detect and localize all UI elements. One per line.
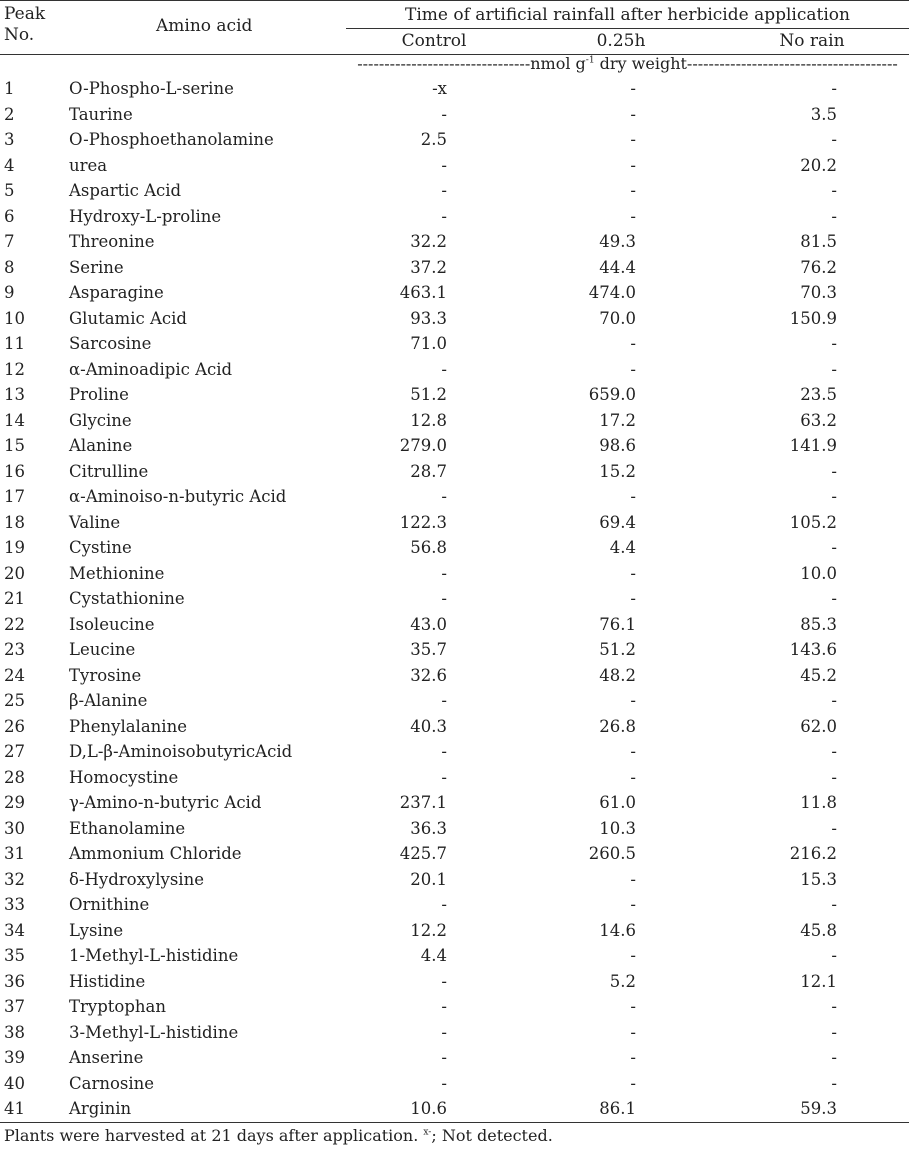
table-row [0, 76, 909, 102]
amino-acid-name: Tyrosine [69, 665, 142, 685]
amino-acid-name: Histidine [69, 971, 146, 991]
h025-value: - [630, 997, 636, 1016]
h025-value: - [630, 742, 636, 761]
amino-acid-name: Glutamic Acid [69, 308, 187, 328]
peak-number: 15 [4, 436, 25, 455]
table-row [0, 357, 909, 383]
control-value: - [441, 1048, 447, 1067]
h025-value: - [630, 130, 636, 149]
amino-acid-name: Glycine [69, 410, 132, 430]
table-row [0, 943, 909, 969]
control-value: 122.3 [399, 512, 447, 532]
amino-acid-name: Valine [69, 512, 121, 532]
control-column-header: Control [401, 31, 467, 51]
h025-value: - [630, 359, 636, 379]
table-row [0, 714, 909, 740]
control-value: - [441, 563, 447, 583]
footnote [4, 1126, 553, 1145]
table-row [0, 612, 909, 638]
table-header [0, 0, 909, 55]
table-row [0, 306, 909, 332]
table-row [0, 969, 909, 995]
norain-value: - [831, 538, 837, 557]
table-row [0, 739, 909, 765]
table-row [0, 688, 909, 714]
peak-number: 6 [4, 206, 15, 226]
control-value: - [441, 691, 447, 710]
peak-number: 1 [4, 79, 15, 98]
amino-acid-name: α-Aminoadipic Acid [69, 359, 233, 379]
table-body [0, 76, 909, 1122]
control-value: - [441, 895, 447, 914]
peak-number: 20 [4, 563, 25, 583]
h025-value: 659.0 [588, 385, 636, 404]
peak-number: 30 [4, 818, 25, 838]
peak-header-line1: Peak [4, 4, 46, 24]
peak-number: 3 [4, 130, 15, 149]
control-value: 43.0 [410, 614, 447, 634]
control-value: - [441, 1022, 447, 1042]
peak-number: 23 [4, 640, 25, 659]
h025-value: - [630, 206, 636, 226]
peak-number: 19 [4, 538, 25, 557]
control-value: - [441, 155, 447, 175]
table-row [0, 765, 909, 791]
peak-number: 31 [4, 844, 25, 863]
control-value: 12.2 [410, 920, 447, 940]
control-value: 20.1 [410, 869, 447, 889]
amino-acid-name: Threonine [69, 232, 155, 251]
h025-value: 51.2 [599, 640, 636, 659]
table-row [0, 637, 909, 663]
footnote-tail: ; Not detected. [431, 1126, 553, 1145]
control-value: - [441, 997, 447, 1016]
norain-value: 59.3 [800, 1099, 837, 1118]
peak-number: 10 [4, 308, 25, 328]
h025-value: 69.4 [599, 512, 636, 532]
control-value: - [441, 589, 447, 608]
amino-acid-name: Carnosine [69, 1073, 155, 1093]
amino-acid-name: Sarcosine [69, 334, 152, 353]
norain-value: 12.1 [800, 971, 837, 991]
norain-value: - [831, 1022, 837, 1042]
h025-value: - [630, 895, 636, 914]
table-row [0, 153, 909, 179]
peak-number: 29 [4, 793, 25, 812]
control-value: 36.3 [410, 818, 447, 838]
norain-value: - [831, 461, 837, 481]
amino-acid-name: β-Alanine [69, 691, 148, 710]
amino-acid-name: Ethanolamine [69, 818, 186, 838]
amino-acid-name: δ-Hydroxylysine [69, 869, 204, 889]
peak-number: 24 [4, 665, 25, 685]
norain-value: - [831, 359, 837, 379]
peak-number: 37 [4, 997, 25, 1016]
table-row [0, 127, 909, 153]
table-row [0, 331, 909, 357]
unit-row [346, 54, 909, 76]
norain-value: 62.0 [800, 716, 837, 736]
h025-value: - [630, 869, 636, 889]
amino-acid-name: Ornithine [69, 895, 150, 914]
control-value: 32.6 [410, 665, 447, 685]
norain-value: - [831, 181, 837, 200]
table-row [0, 918, 909, 944]
norain-column-header: No rain [779, 31, 845, 51]
h025-value: - [630, 589, 636, 608]
control-value: - [441, 767, 447, 787]
table-row [0, 178, 909, 204]
table-row [0, 663, 909, 689]
norain-value: 143.6 [789, 640, 837, 659]
norain-value: 11.8 [800, 793, 837, 812]
amino-acid-name: O-Phosphoethanolamine [69, 130, 274, 149]
peak-number: 38 [4, 1022, 25, 1042]
norain-value: 45.8 [800, 920, 837, 940]
unit-left: --------------------------------nmol g [357, 54, 586, 73]
control-value: 93.3 [410, 308, 447, 328]
h025-value: 26.8 [599, 716, 636, 736]
control-value: - [441, 104, 447, 124]
peak-number: 35 [4, 946, 25, 965]
norain-value: - [831, 691, 837, 710]
h025-value: 260.5 [588, 844, 636, 863]
norain-value: 23.5 [800, 385, 837, 404]
h025-column-header: 0.25h [596, 31, 646, 51]
table-row [0, 867, 909, 893]
table-row [0, 484, 909, 510]
h025-value: 49.3 [599, 232, 636, 251]
h025-value: 474.0 [588, 283, 636, 302]
control-value: - [441, 206, 447, 226]
peak-number: 27 [4, 742, 25, 761]
peak-number: 5 [4, 181, 15, 200]
h025-value: - [630, 691, 636, 710]
control-value: - [441, 359, 447, 379]
h025-value: - [630, 104, 636, 124]
amino-acid-name: Lysine [69, 920, 124, 940]
h025-value: - [630, 946, 636, 965]
amino-acid-name: Serine [69, 257, 124, 277]
table-bottom-rule [0, 1122, 909, 1123]
amino-acid-name: Methionine [69, 563, 165, 583]
table-row [0, 382, 909, 408]
table-row [0, 459, 909, 485]
norain-value: 63.2 [800, 410, 837, 430]
peak-number: 16 [4, 461, 25, 481]
amino-acid-name: 1-Methyl-L-histidine [69, 946, 239, 965]
peak-number: 9 [4, 283, 15, 302]
peak-number: 17 [4, 487, 25, 506]
peak-no-header [4, 4, 45, 46]
table-row [0, 510, 909, 536]
norain-value: - [831, 334, 837, 353]
norain-value: 141.9 [789, 436, 837, 455]
peak-number: 2 [4, 104, 15, 124]
norain-value: - [831, 79, 837, 98]
h025-value: 70.0 [599, 308, 636, 328]
norain-value: 85.3 [800, 614, 837, 634]
table-row [0, 561, 909, 587]
control-value: 37.2 [410, 257, 447, 277]
amino-acid-name: γ-Amino-n-butyric Acid [69, 793, 262, 812]
table-row [0, 994, 909, 1020]
norain-value: - [831, 895, 837, 914]
table-row [0, 1045, 909, 1071]
peak-number: 36 [4, 971, 25, 991]
table-row [0, 816, 909, 842]
norain-value: - [831, 742, 837, 761]
amino-acid-name: Hydroxy-L-proline [69, 206, 222, 226]
control-value: 237.1 [399, 793, 447, 812]
norain-value: 105.2 [789, 512, 837, 532]
h025-value: - [630, 563, 636, 583]
table-row [0, 255, 909, 281]
amino-acid-name: Alanine [69, 436, 133, 455]
norain-value: 45.2 [800, 665, 837, 685]
control-value: 28.7 [410, 461, 447, 481]
norain-value: - [831, 589, 837, 608]
amino-acid-name: Phenylalanine [69, 716, 187, 736]
norain-value: - [831, 767, 837, 787]
h025-value: - [630, 155, 636, 175]
peak-number: 11 [4, 334, 25, 353]
table-row [0, 102, 909, 128]
amino-acid-name: Homocystine [69, 767, 179, 787]
table-row [0, 841, 909, 867]
amino-acid-name: Anserine [69, 1048, 144, 1067]
amino-acid-name: D,L-β-AminoisobutyricAcid [69, 742, 293, 761]
h025-value: - [630, 79, 636, 98]
control-value: 35.7 [410, 640, 447, 659]
peak-number: 41 [4, 1099, 25, 1118]
table-row [0, 1096, 909, 1122]
norain-value: - [831, 487, 837, 506]
norain-value: - [831, 997, 837, 1016]
peak-number: 32 [4, 869, 25, 889]
control-value: -x [432, 79, 447, 98]
amino-acid-name: Cystathionine [69, 589, 185, 608]
peak-number: 13 [4, 385, 25, 404]
rainfall-group-header: Time of artificial rainfall after herbicide application [405, 5, 850, 25]
norain-value: - [831, 946, 837, 965]
h025-value: - [630, 1073, 636, 1093]
peak-number: 39 [4, 1048, 25, 1067]
h025-value: - [630, 181, 636, 200]
h025-value: 48.2 [599, 665, 636, 685]
norain-value: - [831, 206, 837, 226]
h025-value: 10.3 [599, 818, 636, 838]
amino-acid-name: Leucine [69, 640, 136, 659]
h025-value: 76.1 [599, 614, 636, 634]
peak-header-line2: No. [4, 25, 35, 45]
control-value: 463.1 [399, 283, 447, 302]
control-value: 425.7 [399, 844, 447, 863]
control-value: 10.6 [410, 1099, 447, 1118]
control-value: 2.5 [420, 130, 447, 149]
h025-value: 5.2 [609, 971, 636, 991]
amino-acid-name: Taurine [69, 104, 133, 124]
amino-acid-name: 3-Methyl-L-histidine [69, 1022, 239, 1042]
peak-number: 22 [4, 614, 25, 634]
peak-number: 18 [4, 512, 25, 532]
group-header-rule [346, 28, 909, 29]
h025-value: 17.2 [599, 410, 636, 430]
table-row [0, 586, 909, 612]
footnote-text: Plants were harvested at 21 days after application. [4, 1126, 424, 1145]
peak-number: 14 [4, 410, 25, 430]
amino-acid-name: Arginin [69, 1099, 132, 1118]
table-row [0, 204, 909, 230]
amino-acid-name: Cystine [69, 538, 132, 557]
h025-value: 15.2 [599, 461, 636, 481]
table-row [0, 1071, 909, 1097]
norain-value: 70.3 [800, 283, 837, 302]
footnote-superscript: x- [423, 1127, 432, 1138]
table-row [0, 790, 909, 816]
amino-acid-name: Isoleucine [69, 614, 155, 634]
peak-number: 12 [4, 359, 25, 379]
table-row [0, 433, 909, 459]
peak-number: 34 [4, 920, 25, 940]
h025-value: - [630, 487, 636, 506]
h025-value: - [630, 1022, 636, 1042]
norain-value: - [831, 1073, 837, 1093]
amino-acid-name: Tryptophan [69, 997, 166, 1016]
h025-value: 61.0 [599, 793, 636, 812]
control-value: 40.3 [410, 716, 447, 736]
amino-acid-name: α-Aminoiso-n-butyric Acid [69, 487, 287, 506]
amino-acid-name: Proline [69, 385, 129, 404]
h025-value: 4.4 [609, 538, 636, 557]
h025-value: - [630, 334, 636, 353]
peak-number: 25 [4, 691, 25, 710]
table-row [0, 229, 909, 255]
control-value: 279.0 [399, 436, 447, 455]
norain-value: 20.2 [800, 155, 837, 175]
peak-number: 40 [4, 1073, 25, 1093]
peak-number: 21 [4, 589, 25, 608]
table-row [0, 892, 909, 918]
control-value: 51.2 [410, 385, 447, 404]
h025-value: - [630, 767, 636, 787]
table-row [0, 280, 909, 306]
amino-acid-name: Citrulline [69, 461, 149, 481]
norain-value: 216.2 [789, 844, 837, 863]
amino-acid-name: O-Phospho-L-serine [69, 79, 234, 98]
control-value: 56.8 [410, 538, 447, 557]
norain-value: - [831, 818, 837, 838]
h025-value: 98.6 [599, 436, 636, 455]
unit-superscript: -1 [585, 55, 595, 66]
norain-value: 81.5 [800, 232, 837, 251]
peak-number: 26 [4, 716, 25, 736]
control-value: 12.8 [410, 410, 447, 430]
peak-number: 33 [4, 895, 25, 914]
control-value: 71.0 [410, 334, 447, 353]
norain-value: - [831, 130, 837, 149]
amino-acid-header: Amino acid [156, 16, 253, 36]
amino-acid-name: Aspartic Acid [69, 181, 182, 200]
norain-value: 10.0 [800, 563, 837, 583]
control-value: 4.4 [420, 946, 447, 965]
control-value: - [441, 181, 447, 200]
h025-value: 44.4 [599, 257, 636, 277]
peak-number: 28 [4, 767, 25, 787]
amino-acid-name: Asparagine [69, 283, 164, 302]
table-row [0, 535, 909, 561]
control-value: - [441, 742, 447, 761]
unit-right: dry weight--------------------------------------- [594, 54, 898, 73]
peak-number: 4 [4, 155, 15, 175]
h025-value: 14.6 [599, 920, 636, 940]
table-row [0, 408, 909, 434]
h025-value: - [630, 1048, 636, 1067]
amino-acid-name: Ammonium Chloride [69, 844, 242, 863]
table-row [0, 1020, 909, 1046]
norain-value: 15.3 [800, 869, 837, 889]
norain-value: 3.5 [810, 104, 837, 124]
peak-number: 7 [4, 232, 15, 251]
control-value: 32.2 [410, 232, 447, 251]
h025-value: 86.1 [599, 1099, 636, 1118]
peak-number: 8 [4, 257, 15, 277]
norain-value: 76.2 [800, 257, 837, 277]
control-value: - [441, 971, 447, 991]
control-value: - [441, 487, 447, 506]
control-value: - [441, 1073, 447, 1093]
norain-value: - [831, 1048, 837, 1067]
norain-value: 150.9 [789, 308, 837, 328]
amino-acid-name: urea [69, 155, 108, 175]
